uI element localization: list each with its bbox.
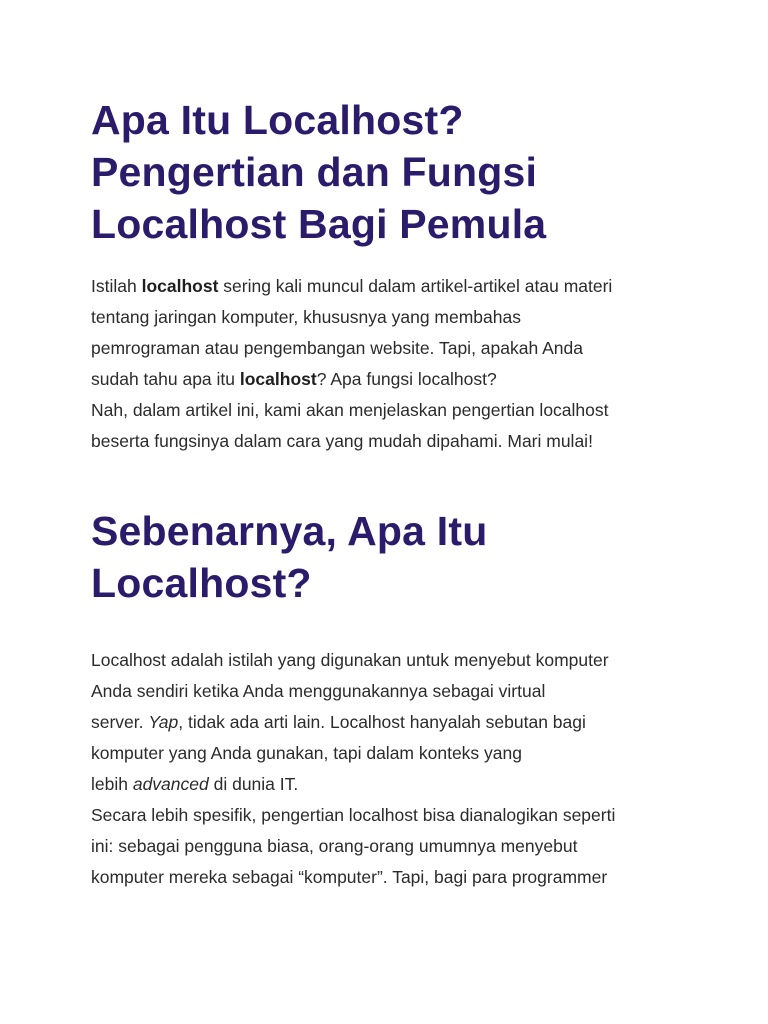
section-heading (91, 505, 691, 609)
text-run: ? Apa fungsi localhost? (316, 369, 497, 389)
intro-paragraph (91, 271, 691, 457)
bold-term: localhost (141, 276, 219, 296)
text-line: pemrograman atau pengembangan website. Tapi, apakah Anda (91, 338, 583, 358)
text-line: Secara lebih spesifik, pengertian localhost bisa dianalogikan seperti (91, 805, 616, 825)
article-title-line: Apa Itu Localhost? (91, 97, 464, 143)
text-run: lebih (91, 774, 133, 794)
text-run: , tidak ada arti lain. Localhost hanyalah sebutan bagi (178, 712, 586, 732)
text-line: komputer mereka sebagai “komputer”. Tapi, bagi para programmer (91, 867, 608, 887)
bold-term: localhost (239, 369, 317, 389)
text-line (91, 276, 612, 296)
text-line: Nah, dalam artikel ini, kami akan menjelaskan pengertian localhost (91, 400, 609, 420)
text-line: komputer yang Anda gunakan, tapi dalam konteks yang (91, 743, 522, 763)
italic-term: Yap (148, 712, 179, 732)
text-line: ini: sebagai pengguna biasa, orang-orang umumnya menyebut (91, 836, 578, 856)
article-title-line: Pengertian dan Fungsi (91, 149, 538, 195)
text-run: sudah tahu apa itu (91, 369, 240, 389)
section-heading-line: Localhost? (91, 560, 312, 606)
article-title-line: Localhost Bagi Pemula (91, 201, 547, 247)
text-line: beserta fungsinya dalam cara yang mudah dipahami. Mari mulai! (91, 431, 593, 451)
text-line (91, 774, 298, 794)
text-line (91, 712, 586, 732)
section-heading-line: Sebenarnya, Apa Itu (91, 508, 488, 554)
text-run: sering kali muncul dalam artikel-artikel atau materi (218, 276, 613, 296)
text-run: Istilah (91, 276, 142, 296)
article (91, 94, 691, 893)
text-run: di dunia IT. (208, 774, 299, 794)
text-run: server. (91, 712, 149, 732)
text-line: Anda sendiri ketika Anda menggunakannya sebagai virtual (91, 681, 546, 701)
section-paragraph (91, 645, 691, 893)
text-line (91, 369, 497, 389)
text-line: tentang jaringan komputer, khususnya yang membahas (91, 307, 521, 327)
text-line: Localhost adalah istilah yang digunakan untuk menyebut komputer (91, 650, 609, 670)
article-title (91, 94, 691, 250)
italic-term: advanced (132, 774, 209, 794)
